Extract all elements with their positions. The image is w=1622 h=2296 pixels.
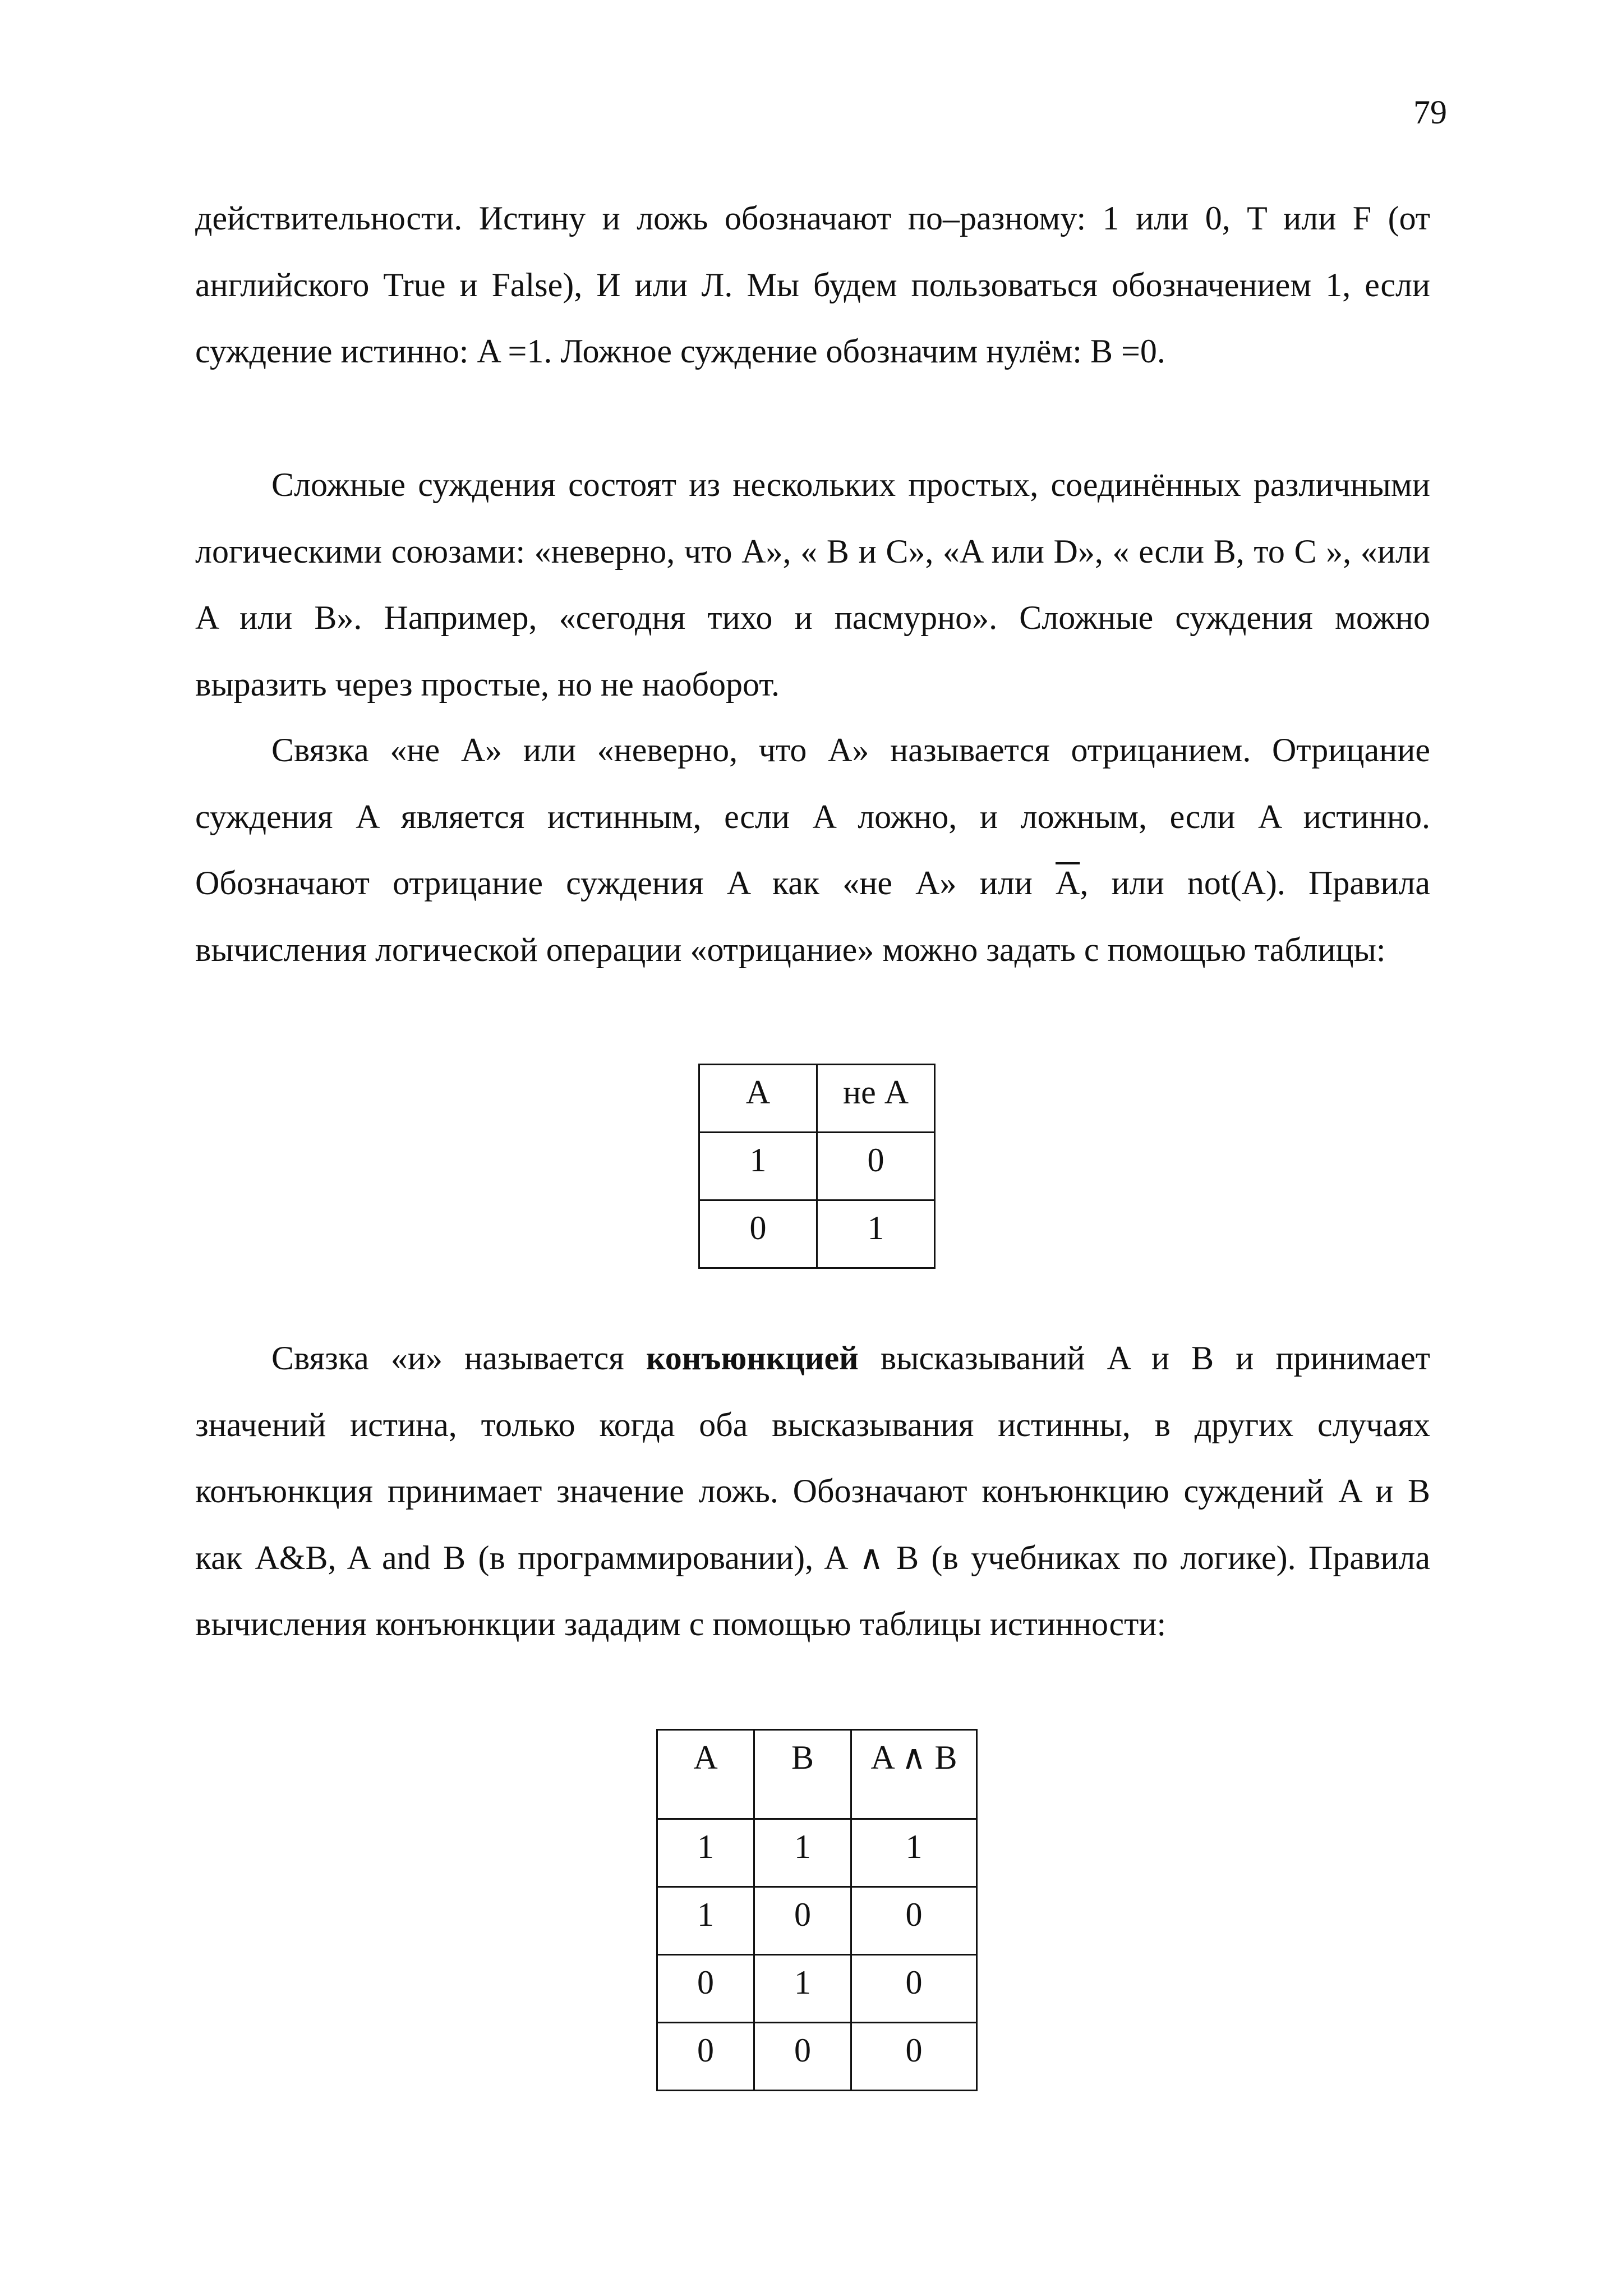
table-cell: 0 [754, 2023, 851, 2091]
paragraph-conjunction [195, 1325, 1430, 1658]
table-cell: 1 [817, 1200, 935, 1268]
table-cell: 1 [754, 1819, 851, 1887]
table-cell: 1 [657, 1819, 754, 1887]
table-header-cell: B [754, 1730, 851, 1819]
table-cell: 1 [657, 1887, 754, 1955]
conjunction-text-after: высказываний A и B и принимает значений истина, только когда оба высказывания истинны, в других случаях конъюнкция принимает значение ложь. Обозначают конъюнкцию суждений A и B как A&B, A and B (в программировании), A ∧ B (в учебниках по логике). Правила вычисления конъюнкции зададим с помощью таблицы истинности: [195, 1340, 1430, 1643]
table-header-cell: A [657, 1730, 754, 1819]
table-cell: 0 [817, 1133, 935, 1200]
table-cell: 1 [699, 1133, 817, 1200]
negation-overline-symbol: $\overline{A}$ [1056, 864, 1080, 902]
paragraph-complex-propositions: Сложные суждения состоят из нескольких простых, соединённых различными логическими союзами: «неверно, что A», « B и C», «A или D», « если B, то C », «или A или B». Например, «сегодня тихо и пасмурно». Сложные суждения можно выразить через простые, но не наоборот. [195, 466, 1430, 703]
table-header-row [657, 1730, 977, 1819]
table-cell: 0 [851, 2023, 977, 2091]
conjunction-term: конъюнкцией [646, 1340, 859, 1377]
paragraph-negation [195, 717, 1430, 983]
table-header-cell: A [699, 1065, 817, 1133]
table-row [699, 1200, 935, 1268]
conjunction-truth-table [656, 1729, 978, 2091]
table-header-cell: не A [817, 1065, 935, 1133]
table-cell: 0 [657, 1955, 754, 2023]
negation-truth-table [698, 1064, 936, 1269]
table-cell: 0 [754, 1887, 851, 1955]
conjunction-text-before: Связка «и» называется [271, 1340, 647, 1377]
table-cell: 0 [851, 1887, 977, 1955]
table-row [657, 1819, 977, 1887]
table-cell: 0 [699, 1200, 817, 1268]
table-cell: 1 [851, 1819, 977, 1887]
negation-text-before: Связка «не A» или «неверно, что A» называется отрицанием. Отрицание суждения A является истинным, если A ложно, и ложным, если A истинно. Обозначают отрицание суждения A как «не A» или [195, 731, 1430, 902]
table-header-row [699, 1065, 935, 1133]
table-row [657, 1887, 977, 1955]
table-header-cell: A ∧ B [851, 1730, 977, 1819]
paragraph-truth-values: действительности. Истину и ложь обозначают по–разному: 1 или 0, T или F (от английского True и False), И или Л. Мы будем пользоваться обозначением 1, если суждение истинно: A =1. Ложное суждение обозначим нулём: B =0. [195, 200, 1430, 370]
table-cell: 0 [851, 1955, 977, 2023]
table-row [657, 2023, 977, 2091]
table-row [699, 1133, 935, 1200]
table-cell: 1 [754, 1955, 851, 2023]
table-cell: 0 [657, 2023, 754, 2091]
page-number: 79 [1413, 94, 1447, 131]
negation-text-after: , или not(A). Правила вычисления логической операции «отрицание» можно задать с помощью таблицы: [195, 864, 1430, 968]
table-row [657, 1955, 977, 2023]
